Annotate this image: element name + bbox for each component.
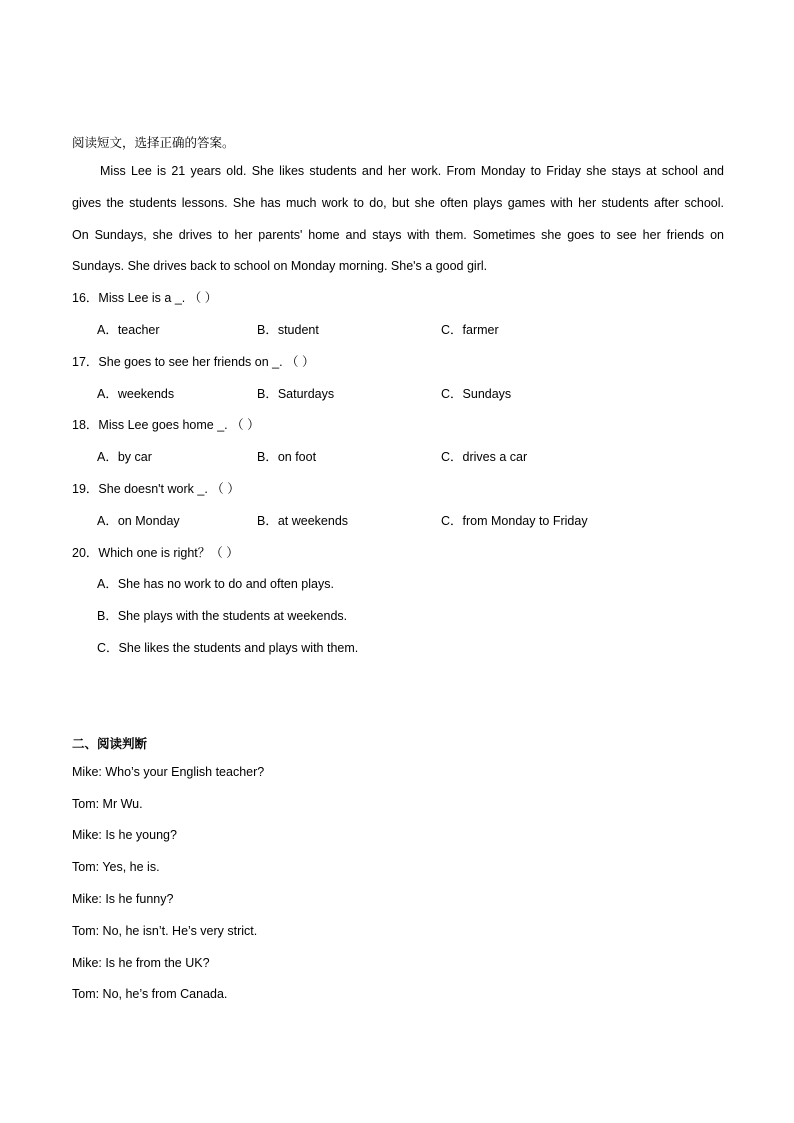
section-instruction: 阅读短文，选择正确的答案。 [72, 136, 235, 150]
option-c: C．drives a car [441, 450, 528, 465]
section-title: 二、阅读判断 [72, 736, 148, 751]
question-stem: 19．She doesn't work _. （ ） [72, 481, 240, 496]
question-options [72, 315, 724, 347]
option-a: A．weekends [97, 386, 175, 401]
option-a: A．teacher [97, 322, 160, 337]
option-b: B．student [257, 322, 319, 337]
passage-line: gives the students lessons. She has much work to do, but she often plays games with her students after school. [72, 195, 724, 210]
question-17 [72, 347, 724, 411]
passage-line: Miss Lee is 21 years old. She likes students and her work. From Monday to Friday she stays at school and [100, 164, 724, 178]
question-stem: 16．Miss Lee is a _. （ ） [72, 291, 218, 306]
dialog-line: Tom: No, he isn’t. He’s very strict. [72, 923, 258, 938]
dialog-line: Mike: Is he funny? [72, 891, 174, 906]
passage-line: Sundays. She drives back to school on Monday morning. She's a good girl. [72, 259, 488, 274]
question-options [72, 442, 724, 474]
dialog-line: Tom: No, he’s from Canada. [72, 987, 228, 1002]
option-a: A．by car [97, 450, 152, 465]
option-a: A．on Monday [97, 513, 180, 528]
dialog-line: Tom: Yes, he is. [72, 860, 160, 875]
question-options [72, 379, 724, 411]
dialog-line: Mike: Who’s your English teacher? [72, 764, 265, 779]
option-c: C．She likes the students and plays with them. [97, 640, 359, 655]
question-options [72, 506, 724, 538]
option-b: B．She plays with the students at weekends. [97, 609, 348, 624]
reading-passage [72, 156, 724, 283]
question-16 [72, 283, 724, 347]
question-stem: 20．Which one is right？（ ） [72, 545, 239, 560]
option-a: A．She has no work to do and often plays. [97, 577, 334, 592]
dialog-line: Mike: Is he young? [72, 828, 177, 843]
option-c: C．Sundays [441, 386, 512, 401]
dialog [72, 757, 724, 1011]
option-c: C．farmer [441, 322, 499, 337]
page-content [72, 130, 724, 1011]
option-b: B．at weekends [257, 513, 349, 528]
question-20 [72, 538, 724, 665]
section-spacer [72, 665, 724, 731]
option-b: B．on foot [257, 450, 317, 465]
option-b: B．Saturdays [257, 386, 335, 401]
question-19 [72, 474, 724, 538]
dialog-line: Mike: Is he from the UK? [72, 955, 210, 970]
passage-line: On Sundays, she drives to her parents' home and stays with them. Sometimes she goes to see her friends on [72, 227, 724, 242]
question-18 [72, 410, 724, 474]
option-c: C．from Monday to Friday [441, 513, 588, 528]
question-stem: 17．She goes to see her friends on _. （ ） [72, 354, 315, 369]
question-stem: 18．Miss Lee goes home _. （ ） [72, 418, 260, 433]
dialog-line: Tom: Mr Wu. [72, 796, 143, 811]
